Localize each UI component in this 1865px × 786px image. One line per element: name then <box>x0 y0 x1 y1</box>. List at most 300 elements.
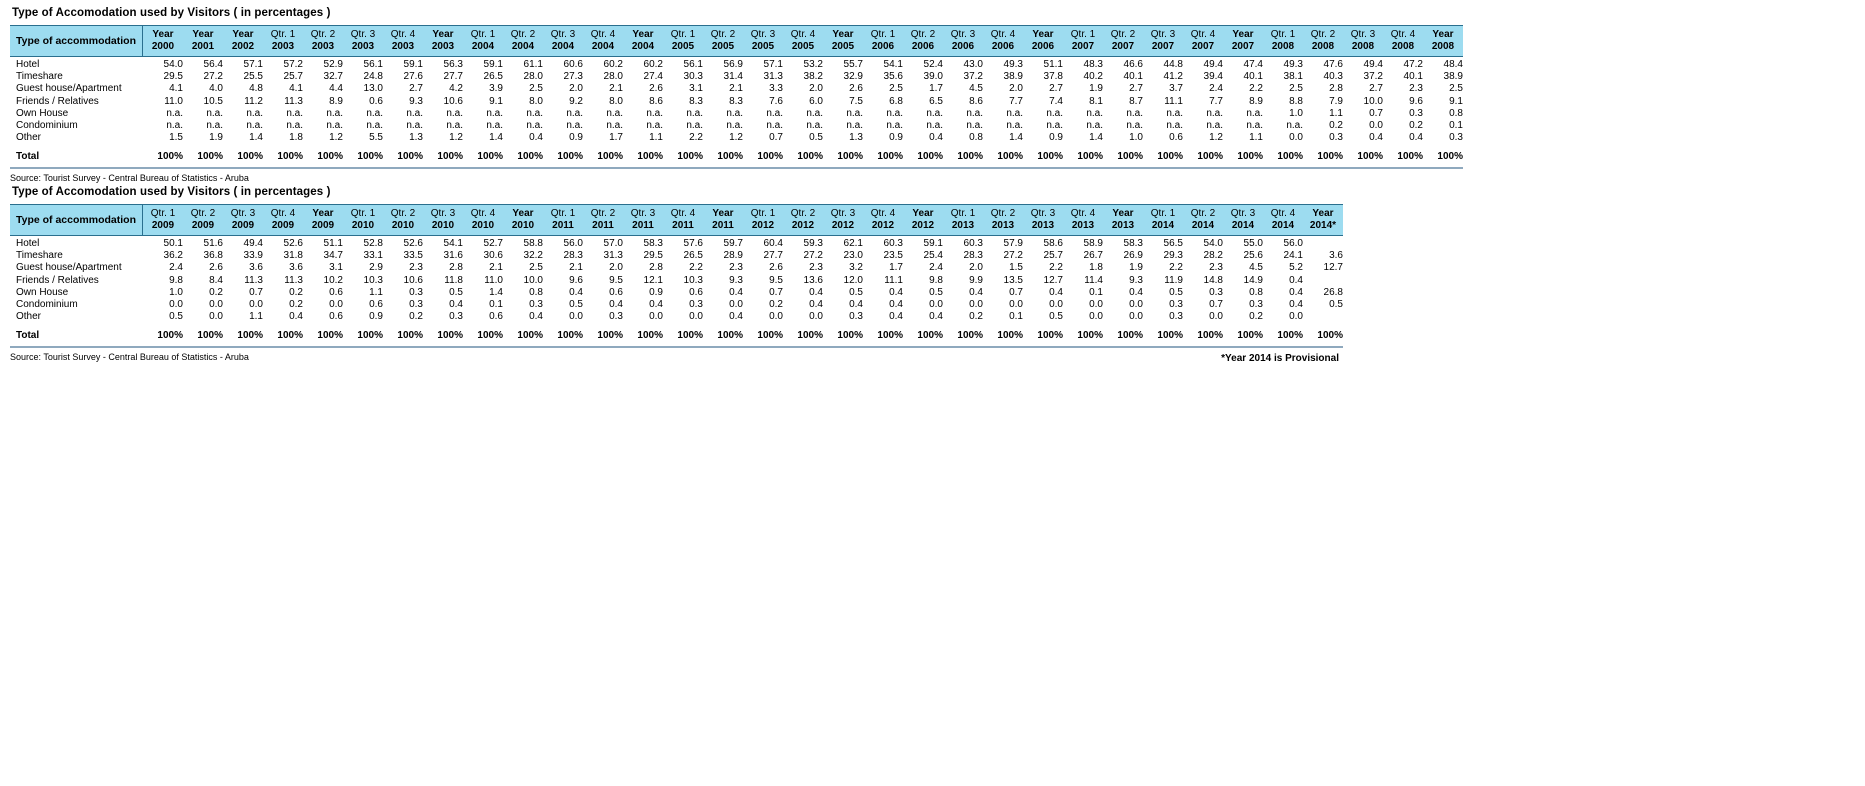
table-1-source: Source: Tourist Survey - Central Bureau of Statistics - Aruba <box>10 172 249 183</box>
cell-value: 0.0 <box>1289 311 1303 323</box>
column-header-year: 2009 <box>191 220 215 231</box>
column-header <box>1023 26 1063 57</box>
cell-value: 27.6 <box>403 71 423 83</box>
cell-value: n.a. <box>1286 120 1303 132</box>
cell-value: 11.0 <box>164 95 183 107</box>
total-value: 100% <box>1277 330 1303 342</box>
column-header-year: 2008 <box>1391 41 1415 52</box>
cell-value: n.a. <box>326 120 343 132</box>
cell-value: 8.6 <box>649 95 663 107</box>
cell-value: 4.4 <box>329 83 343 95</box>
column-header-year: 2011 <box>592 220 614 231</box>
total-value: 100% <box>277 151 303 163</box>
cell-value: n.a. <box>406 120 423 132</box>
column-header-year: 2006 <box>991 41 1015 52</box>
cell-value: 3.2 <box>849 262 863 274</box>
total-value: 100% <box>1237 330 1263 342</box>
cell-value: 0.5 <box>1169 286 1183 298</box>
total-value: 100% <box>477 330 503 342</box>
cell-value: 0.3 <box>1329 132 1343 144</box>
total-value: 100% <box>1237 151 1263 163</box>
total-value: 100% <box>837 330 863 342</box>
cell-value: 60.3 <box>883 238 903 250</box>
column-header-period: Year <box>1312 208 1334 219</box>
cell-value: 49.4 <box>243 238 263 250</box>
cell-value: 0.4 <box>889 311 903 323</box>
table-row <box>10 120 1463 132</box>
column-header <box>1063 205 1103 236</box>
cell-value: 32.2 <box>523 250 543 262</box>
cell-value: 7.7 <box>1009 95 1023 107</box>
column-header-period: Qtr. 4 <box>1190 29 1216 40</box>
total-value: 100% <box>677 151 703 163</box>
cell-value: 47.2 <box>1403 59 1423 71</box>
cell-value: 0.0 <box>809 311 823 323</box>
column-header-year: 2007 <box>1191 41 1215 52</box>
cell-value: 0.4 <box>849 299 863 311</box>
cell-value: 27.7 <box>443 71 463 83</box>
column-header <box>743 26 783 57</box>
total-value: 100% <box>1317 151 1343 163</box>
cell-value: 1.8 <box>1089 262 1103 274</box>
total-value: 100% <box>1317 330 1343 342</box>
table-2-header-row <box>10 205 1343 236</box>
cell-value: 2.0 <box>969 262 983 274</box>
column-header-period: Qtr. 1 <box>1150 208 1176 219</box>
cell-value: 0.5 <box>569 299 583 311</box>
cell-value: 26.9 <box>1123 250 1143 262</box>
cell-value: 52.7 <box>483 238 503 250</box>
cell-value: 2.0 <box>809 83 823 95</box>
cell-value: 28.2 <box>1203 250 1223 262</box>
total-value: 100% <box>717 151 743 163</box>
cell-value: 49.3 <box>1283 59 1303 71</box>
cell-value: n.a. <box>726 107 743 119</box>
column-header-period: Qtr. 3 <box>430 208 456 219</box>
total-value: 100% <box>597 151 623 163</box>
cell-value: 3.1 <box>329 262 343 274</box>
cell-value: 40.2 <box>1083 71 1103 83</box>
cell-value: 30.3 <box>683 71 703 83</box>
cell-value: n.a. <box>766 120 783 132</box>
cell-value: 51.1 <box>1043 59 1063 71</box>
row-label: Timeshare <box>16 250 63 262</box>
cell-value: 36.8 <box>203 250 223 262</box>
cell-value: n.a. <box>646 120 663 132</box>
cell-value: 7.9 <box>1329 95 1343 107</box>
column-header <box>1263 26 1303 57</box>
total-value: 100% <box>1157 151 1183 163</box>
row-label: Condominium <box>16 120 78 132</box>
cell-value: 1.9 <box>1089 83 1103 95</box>
cell-value: 2.1 <box>729 83 743 95</box>
column-header-year: 2004 <box>591 41 615 52</box>
column-header-period: Qtr. 3 <box>230 208 256 219</box>
total-value: 100% <box>1157 330 1183 342</box>
total-value: 100% <box>997 151 1023 163</box>
column-header-year: 2014 <box>1271 220 1295 231</box>
cell-value: 0.6 <box>329 286 343 298</box>
cell-value: 7.4 <box>1049 95 1063 107</box>
cell-value: 31.6 <box>443 250 463 262</box>
column-header <box>1143 26 1183 57</box>
cell-value: 28.0 <box>603 71 623 83</box>
cell-value: 0.4 <box>889 299 903 311</box>
cell-value: 0.0 <box>729 299 743 311</box>
cell-value: 57.2 <box>283 59 303 71</box>
cell-value: 2.8 <box>649 262 663 274</box>
cell-value: 0.4 <box>1289 286 1303 298</box>
cell-value: 0.1 <box>489 299 503 311</box>
cell-value: 0.0 <box>1089 311 1103 323</box>
cell-value: 0.0 <box>769 311 783 323</box>
column-header-period: Qtr. 2 <box>1190 208 1216 219</box>
column-header-period: Qtr. 3 <box>1150 29 1176 40</box>
column-header <box>1423 26 1463 57</box>
cell-value: 4.8 <box>249 83 263 95</box>
cell-value: 29.5 <box>163 71 183 83</box>
cell-value: 49.4 <box>1363 59 1383 71</box>
cell-value: 9.8 <box>929 274 943 286</box>
column-header-period: Qtr. 3 <box>1230 208 1256 219</box>
cell-value: 11.2 <box>244 95 263 107</box>
cell-value: 52.6 <box>403 238 423 250</box>
cell-value: n.a. <box>606 120 623 132</box>
column-header <box>183 26 223 57</box>
cell-value: 58.9 <box>1083 238 1103 250</box>
cell-value: 13.5 <box>1003 274 1023 286</box>
cell-value: 9.6 <box>1409 95 1423 107</box>
cell-value: 38.9 <box>1003 71 1023 83</box>
total-value: 100% <box>437 330 463 342</box>
column-header <box>543 26 583 57</box>
cell-value: 14.8 <box>1203 274 1223 286</box>
cell-value: 23.5 <box>883 250 903 262</box>
total-value: 100% <box>1197 330 1223 342</box>
cell-value: 0.1 <box>1449 120 1463 132</box>
cell-value: 2.8 <box>449 262 463 274</box>
cell-value: 27.2 <box>203 71 223 83</box>
cell-value: 4.5 <box>969 83 983 95</box>
column-header <box>1103 26 1143 57</box>
cell-value: n.a. <box>606 107 623 119</box>
cell-value: 60.2 <box>643 59 663 71</box>
total-value: 100% <box>357 330 383 342</box>
cell-value: 39.0 <box>923 71 943 83</box>
total-value: 100% <box>717 330 743 342</box>
cell-value: 0.0 <box>1369 120 1383 132</box>
cell-value: n.a. <box>166 120 183 132</box>
cell-value: 61.1 <box>523 59 543 71</box>
cell-value: n.a. <box>1206 107 1223 119</box>
total-value: 100% <box>757 151 783 163</box>
cell-value: 0.8 <box>1449 107 1463 119</box>
cell-value: 59.7 <box>723 238 743 250</box>
cell-value: 1.4 <box>489 286 503 298</box>
table-2-source: Source: Tourist Survey - Central Bureau of Statistics - Aruba <box>10 351 249 362</box>
cell-value: n.a. <box>1046 120 1063 132</box>
column-header-year: 2006 <box>1031 41 1055 52</box>
column-header-period: Qtr. 4 <box>1270 208 1296 219</box>
cell-value: 0.7 <box>1369 107 1383 119</box>
column-header-period: Qtr. 4 <box>390 29 416 40</box>
cell-value: 9.8 <box>169 274 183 286</box>
cell-value: 11.1 <box>1164 95 1183 107</box>
cell-value: 6.5 <box>929 95 943 107</box>
cell-value: n.a. <box>686 120 703 132</box>
cell-value: 2.5 <box>1449 83 1463 95</box>
cell-value: 2.8 <box>1329 83 1343 95</box>
cell-value: 2.3 <box>809 262 823 274</box>
cell-value: 4.0 <box>209 83 223 95</box>
column-header-year: 2002 <box>231 41 255 52</box>
cell-value: 54.0 <box>1203 238 1223 250</box>
column-header <box>1063 26 1103 57</box>
column-header <box>223 205 263 236</box>
cell-value: 2.4 <box>1209 83 1223 95</box>
cell-value: 0.0 <box>1129 299 1143 311</box>
column-header-year: 2005 <box>751 41 775 52</box>
column-header <box>943 26 983 57</box>
cell-value: 28.3 <box>963 250 983 262</box>
cell-value: 31.3 <box>603 250 623 262</box>
cell-value: 8.9 <box>1249 95 1263 107</box>
column-header <box>383 26 423 57</box>
cell-value: 27.2 <box>803 250 823 262</box>
cell-value: 11.3 <box>284 274 303 286</box>
cell-value: 2.0 <box>569 83 583 95</box>
column-header-period: Qtr. 2 <box>710 29 736 40</box>
cell-value: 0.2 <box>1409 120 1423 132</box>
cell-value: 6.0 <box>809 95 823 107</box>
cell-value: 2.2 <box>1049 262 1063 274</box>
column-header-year: 2010 <box>351 220 375 231</box>
cell-value: 41.2 <box>1163 71 1183 83</box>
column-header <box>463 26 503 57</box>
column-header <box>1223 26 1263 57</box>
column-header <box>623 26 663 57</box>
table-row <box>10 262 1343 274</box>
cell-value: 57.9 <box>1003 238 1023 250</box>
cell-value: 0.3 <box>609 311 623 323</box>
row-label: Hotel <box>16 59 40 71</box>
column-header-year: 2010 <box>471 220 495 231</box>
column-header <box>663 205 703 236</box>
column-header-period: Qtr. 4 <box>670 208 696 219</box>
total-value: 100% <box>517 330 543 342</box>
total-value: 100% <box>557 151 583 163</box>
cell-value: 0.0 <box>1129 311 1143 323</box>
cell-value: 1.5 <box>1009 262 1023 274</box>
cell-value: 0.4 <box>1289 274 1303 286</box>
column-header <box>823 26 863 57</box>
cell-value: 0.8 <box>529 286 543 298</box>
cell-value: n.a. <box>486 107 503 119</box>
cell-value: 55.7 <box>843 59 863 71</box>
column-header-period: Qtr. 4 <box>990 29 1016 40</box>
column-header-year: 2007 <box>1151 41 1175 52</box>
cell-value: n.a. <box>526 107 543 119</box>
cell-value: 33.9 <box>243 250 263 262</box>
table-1-footer <box>10 167 1463 183</box>
column-header-period: Qtr. 1 <box>550 208 576 219</box>
column-header-period: Qtr. 2 <box>910 29 936 40</box>
cell-value: 2.3 <box>729 262 743 274</box>
cell-value: n.a. <box>846 120 863 132</box>
column-header-year: 2013 <box>991 220 1015 231</box>
table-total-row <box>10 323 1343 342</box>
cell-value: 12.0 <box>843 274 863 286</box>
cell-value: 0.0 <box>1289 132 1303 144</box>
cell-value: 40.1 <box>1243 71 1263 83</box>
cell-value: 9.9 <box>969 274 983 286</box>
column-header-period: Qtr. 1 <box>350 208 376 219</box>
cell-value: 8.0 <box>609 95 623 107</box>
cell-value: 27.4 <box>643 71 663 83</box>
column-header <box>783 26 823 57</box>
column-header-period: Qtr. 4 <box>590 29 616 40</box>
column-header <box>703 26 743 57</box>
column-header-year: 2014 <box>1191 220 1215 231</box>
cell-value: 1.4 <box>489 132 503 144</box>
cell-value: 23.0 <box>843 250 863 262</box>
accommodation-table-2-block <box>10 186 1343 362</box>
column-header-period: Qtr. 3 <box>1030 208 1056 219</box>
column-header-period: Qtr. 2 <box>1110 29 1136 40</box>
total-value: 100% <box>997 330 1023 342</box>
cell-value: 25.6 <box>1243 250 1263 262</box>
cell-value: 0.6 <box>329 311 343 323</box>
column-header <box>223 26 263 57</box>
column-header-year: 2010 <box>511 220 535 231</box>
cell-value: n.a. <box>886 120 903 132</box>
cell-value: 10.0 <box>523 274 543 286</box>
cell-value: 25.5 <box>243 71 263 83</box>
column-header <box>1023 205 1063 236</box>
table-row <box>10 299 1343 311</box>
total-value: 100% <box>1397 151 1423 163</box>
cell-value <box>1303 275 1343 287</box>
column-header <box>783 205 823 236</box>
cell-value: 57.1 <box>763 59 783 71</box>
cell-value: 1.0 <box>169 286 183 298</box>
column-header <box>263 26 303 57</box>
cell-value: 0.4 <box>569 286 583 298</box>
cell-value: 29.3 <box>1163 250 1183 262</box>
cell-value: n.a. <box>326 107 343 119</box>
cell-value: 1.0 <box>1129 132 1143 144</box>
cell-value: 0.7 <box>1209 299 1223 311</box>
cell-value: 31.8 <box>283 250 303 262</box>
total-value: 100% <box>797 330 823 342</box>
cell-value: n.a. <box>1086 107 1103 119</box>
cell-value: n.a. <box>806 120 823 132</box>
cell-value: 0.3 <box>1209 286 1223 298</box>
cell-value: 0.5 <box>929 286 943 298</box>
cell-value: 2.1 <box>489 262 503 274</box>
total-value: 100% <box>277 330 303 342</box>
column-header-year: 2012 <box>791 220 815 231</box>
cell-value: 4.5 <box>1249 262 1263 274</box>
total-value: 100% <box>1277 151 1303 163</box>
cell-value: 12.7 <box>1043 274 1063 286</box>
cell-value: 37.8 <box>1043 71 1063 83</box>
cell-value: 47.4 <box>1243 59 1263 71</box>
row-label: Hotel <box>16 238 40 250</box>
cell-value: 1.7 <box>609 132 623 144</box>
column-header <box>983 26 1023 57</box>
table-row <box>10 287 1343 299</box>
cell-value: n.a. <box>566 120 583 132</box>
cell-value: n.a. <box>406 107 423 119</box>
cell-value: 12.7 <box>1323 262 1343 274</box>
cell-value: 26.7 <box>1083 250 1103 262</box>
cell-value: 2.3 <box>1409 83 1423 95</box>
column-header-period: Qtr. 2 <box>990 208 1016 219</box>
cell-value: n.a. <box>206 107 223 119</box>
cell-value: 0.5 <box>1049 311 1063 323</box>
cell-value: n.a. <box>1166 107 1183 119</box>
total-value: 100% <box>957 330 983 342</box>
cell-value: 0.9 <box>569 132 583 144</box>
column-header-period: Qtr. 2 <box>190 208 216 219</box>
cell-value: 6.8 <box>889 95 903 107</box>
cell-value: 28.9 <box>723 250 743 262</box>
column-header-period: Qtr. 4 <box>270 208 296 219</box>
cell-value: 29.5 <box>643 250 663 262</box>
cell-value: 62.1 <box>843 238 863 250</box>
cell-value: 57.1 <box>243 59 263 71</box>
table-row <box>10 71 1463 83</box>
cell-value: n.a. <box>286 120 303 132</box>
cell-value: 0.8 <box>1249 286 1263 298</box>
total-value: 100% <box>637 151 663 163</box>
cell-value: 26.5 <box>483 71 503 83</box>
cell-value: 0.4 <box>609 299 623 311</box>
cell-value: 24.1 <box>1283 250 1303 262</box>
column-header-year: 2004 <box>631 41 655 52</box>
cell-value: 58.6 <box>1043 238 1063 250</box>
cell-value: 56.0 <box>1283 238 1303 250</box>
cell-value: 9.6 <box>569 274 583 286</box>
cell-value: 2.3 <box>409 262 423 274</box>
cell-value: 0.3 <box>849 311 863 323</box>
cell-value: 1.3 <box>849 132 863 144</box>
cell-value: 35.6 <box>883 71 903 83</box>
cell-value: 30.6 <box>483 250 503 262</box>
accommodation-table-1 <box>10 25 1463 164</box>
cell-value: 5.2 <box>1289 262 1303 274</box>
cell-value: 9.5 <box>769 274 783 286</box>
cell-value: 24.8 <box>363 71 383 83</box>
cell-value: 0.5 <box>449 286 463 298</box>
column-header-period: Year <box>832 29 854 40</box>
row-label: Friends / Relatives <box>16 274 99 286</box>
cell-value: 10.3 <box>363 274 383 286</box>
cell-value: 51.1 <box>323 238 343 250</box>
column-header-period: Qtr. 1 <box>150 208 176 219</box>
column-header-period: Qtr. 3 <box>550 29 576 40</box>
cell-value: 2.6 <box>849 83 863 95</box>
row-label: Guest house/Apartment <box>16 262 122 274</box>
column-header-period: Qtr. 4 <box>1070 208 1096 219</box>
cell-value: 25.7 <box>1043 250 1063 262</box>
cell-value: 8.1 <box>1089 95 1103 107</box>
column-header-period: Qtr. 2 <box>310 29 336 40</box>
cell-value: 7.7 <box>1209 95 1223 107</box>
total-value: 100% <box>1077 151 1103 163</box>
cell-value: 2.5 <box>529 83 543 95</box>
